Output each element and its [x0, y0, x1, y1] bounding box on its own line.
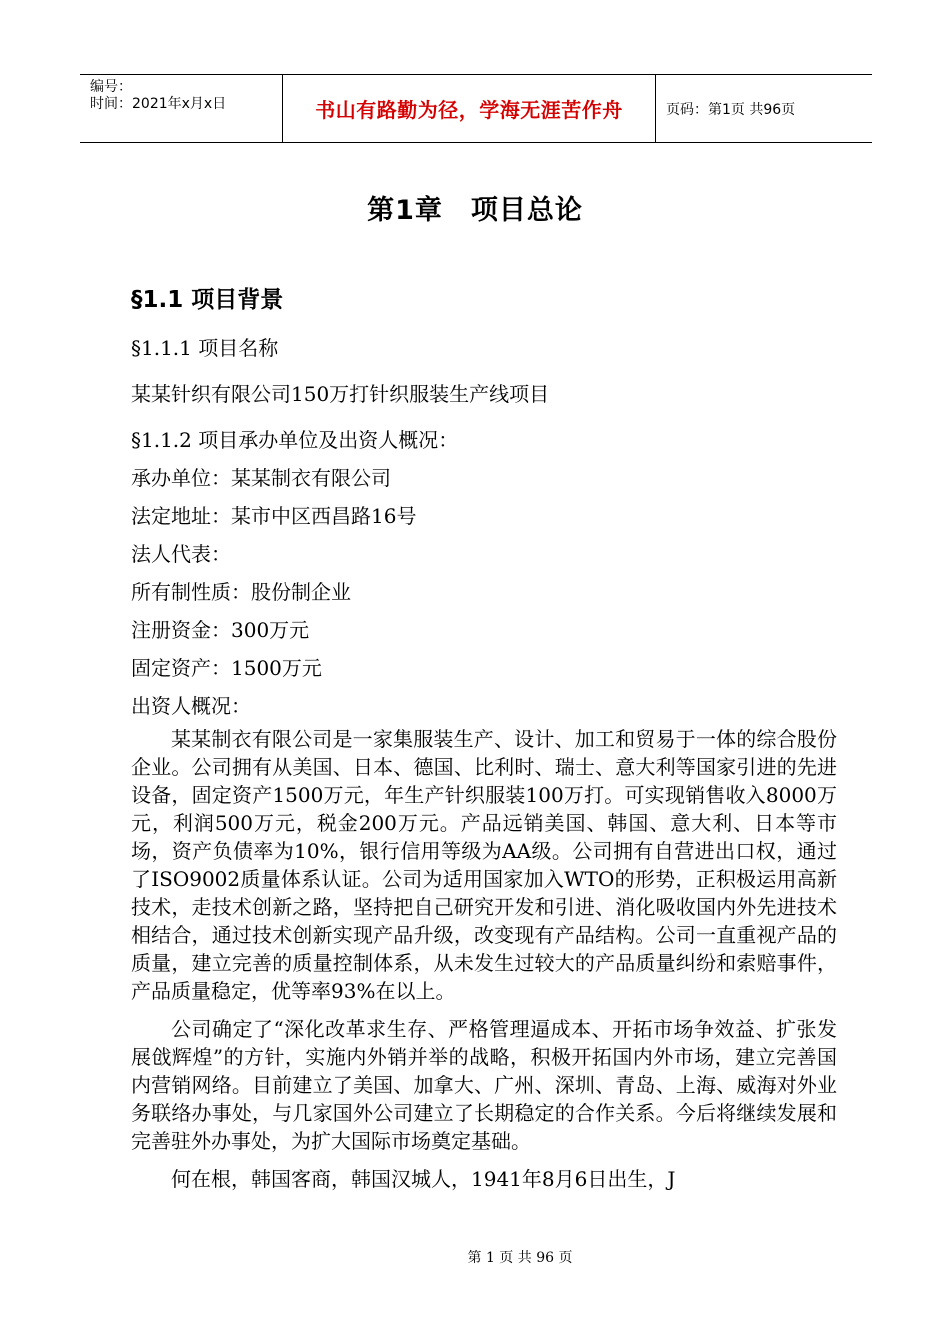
- document-body: [131, 283, 837, 1203]
- undertaker-line: 承办单位：某某制衣有限公司: [131, 466, 391, 490]
- paragraph-strategy: 公司确定了“深化改革求生存、严格管理逼成本、开拓市场争效益、扩张发展戗辉煌”的方针，实施内外销并举的战略，积极开拓国内外市场，建立完善国内营销网络。目前建立了美国、加拿大、广州、深圳、青岛、上海、威海对外业务联络办事处，与几家国外公司建立了长期稳定的合作关系。今后将继续发展和完善驻外办事处，为扩大国际市场奠定基础。: [131, 1017, 837, 1153]
- page-footer: 第 1 页 共 96 页: [467, 1250, 573, 1266]
- investor-label: 出资人概况：: [131, 694, 251, 718]
- chapter-title: 第1章 项目总论: [367, 195, 583, 226]
- header-motto: 书山有路勤为径，学海无涯苦作舟: [283, 75, 656, 142]
- header-time: 时间：2021年x月x日: [90, 96, 227, 112]
- header-page-number: 页码：第1页 共96页: [666, 101, 796, 118]
- header-number: 编号：: [90, 79, 132, 95]
- fixed-assets-line: 固定资产：1500万元: [131, 656, 322, 680]
- subsection-title-project-name: §1.1.1 项目名称: [131, 336, 279, 360]
- section-title: §1.1 项目背景: [131, 287, 284, 313]
- ownership-line: 所有制性质：股份制企业: [131, 580, 351, 604]
- paragraph-investor: 何在根，韩国客商，韩国汉城人，1941年8月6日出生，J: [171, 1167, 676, 1191]
- legal-rep-line: 法人代表：: [131, 542, 231, 566]
- address-line: 法定地址：某市中区西昌路16号: [131, 504, 417, 528]
- paragraph-company-profile: 某某制衣有限公司是一家集服装生产、设计、加工和贸易于一体的综合股份企业。公司拥有从美国、日本、德国、比利时、瑞士、意大利等国家引进的先进设备，固定资产1500万元，年生产针织服装100万打。可实现销售收入8000万元，利润500万元，税金200万元。产品远销美国、韩国、意大利、日本等市场，资产负债率为10%，银行信用等级为AA级。公司拥有自营进出口权，通过了ISO9002质量体系认证。公司为适用国家加入WTO的形势，正积极运用高新技术，走技术创新之路，坚持把自己研究开发和引进、消化吸收国内外先进技术相结合，通过技术创新实现产品升级，改变现有产品结构。公司一直重视产品的质量，建立完善的质量控制体系，从未发生过较大的产品质量纠纷和索赔事件，产品质量稳定，优等率93%在以上。: [131, 727, 837, 1003]
- page-header: [80, 74, 872, 143]
- registered-capital-line: 注册资金：300万元: [131, 618, 310, 642]
- subsection-title-undertaker: §1.1.2 项目承办单位及出资人概况：: [131, 428, 459, 452]
- project-name: 某某针织有限公司150万打针织服装生产线项目: [131, 382, 550, 406]
- header-meta-cell: [80, 75, 283, 142]
